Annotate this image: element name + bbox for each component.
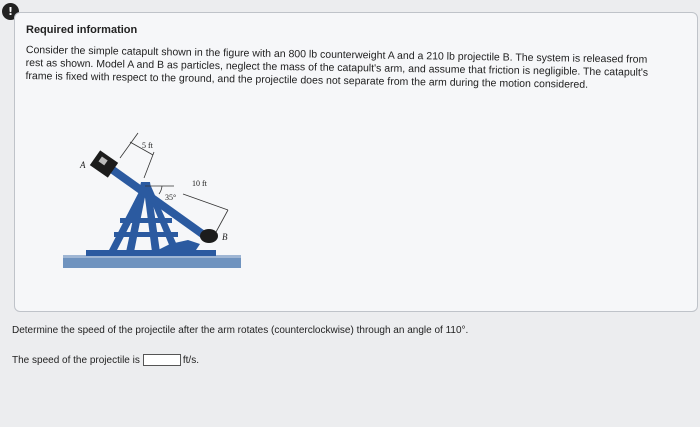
angle-35: 35° xyxy=(165,193,177,202)
ground-base xyxy=(63,257,241,268)
answer-unit: ft/s. xyxy=(182,354,199,366)
speed-answer-input[interactable] xyxy=(143,354,181,366)
dim-10ft: 10 ft xyxy=(192,179,207,188)
info-heading: Required information xyxy=(26,24,138,36)
label-b: B xyxy=(222,232,228,242)
dim-5ft: 5 ft xyxy=(142,141,153,150)
answer-row xyxy=(12,354,199,366)
catapult-figure xyxy=(58,128,248,273)
projectile-b xyxy=(200,229,218,243)
answer-prefix: The speed of the projectile is xyxy=(12,354,140,366)
label-a: A xyxy=(80,160,86,170)
exclamation-icon: ! xyxy=(7,5,14,18)
problem-statement: Consider the simple catapult shown in the figure with an 800 lb counterweight A and a 210 lb projectile B. The system is released from rest as shown. Model A and B as particles, neglect the mass of the catapult's arm, and assume that friction is negligible. The catapult's frame is fixed with respect to the ground, and the projectile does not separate from the arm during the motion considered. xyxy=(25,44,649,91)
question-text: Determine the speed of the projectile after the arm rotates (counterclockwise) through an angle of 110°. xyxy=(12,325,469,336)
